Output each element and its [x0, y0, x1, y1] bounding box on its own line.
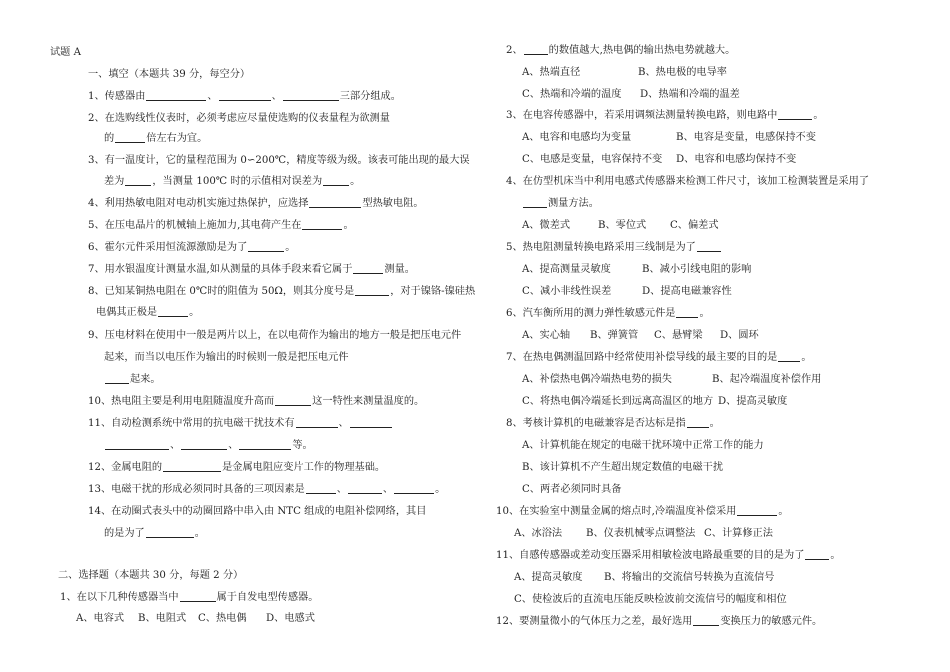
choice-question-6: 6、汽车衡所用的测力弹性敏感元件是 。 — [506, 308, 710, 319]
choice-option[interactable]: D、提高电磁兼容性 — [642, 286, 732, 297]
answer-blank[interactable] — [348, 483, 382, 494]
fill-question-10: 10、热电阻主要是利用电阻随温度升高而 这一特性来测量温度的。 — [88, 396, 425, 407]
fill-question-2: 2、在选购线性仪表时，必须考虑应尽量使选购的仪表量程为欲测量 — [88, 113, 390, 124]
choice-option[interactable]: C、偏差式 — [670, 220, 719, 231]
answer-blank[interactable] — [146, 90, 206, 101]
answer-blank[interactable] — [105, 439, 169, 450]
choice-question-11: 11、自感传感器或差动变压器采用相敏检波电路最重要的目的是为了 。 — [496, 550, 841, 561]
choice-option[interactable]: C、将热电偶冷端延长到远离高温区的地方 — [522, 396, 714, 407]
choice-option[interactable]: A、电容和电感均为变量 — [522, 132, 632, 143]
answer-blank[interactable] — [163, 461, 221, 472]
fill-question-5: 5、在压电晶片的机械轴上施加力,其电荷产生在 。 — [88, 220, 354, 231]
fill-question-9: 9、压电材料在使用中一般是两片以上，在以电荷作为输出的地方一般是把压电元件 — [88, 330, 462, 341]
answer-blank[interactable] — [697, 241, 721, 252]
answer-blank[interactable] — [737, 505, 777, 516]
choice-option[interactable]: D、电容和电感均保持不变 — [676, 154, 797, 165]
choice-question-7-options-a — [522, 373, 821, 386]
fill-question-14: 14、在动圈式表头中的动圈回路中串入由 NTC 组成的电阻补偿网络，其目 — [88, 506, 427, 517]
choice-question-4-options — [522, 219, 719, 232]
answer-blank[interactable] — [353, 263, 383, 274]
choice-option[interactable]: C、热电偶 — [198, 613, 247, 624]
choice-question-10-options — [514, 527, 773, 540]
fill-question-14-cont: 的是为了 。 — [104, 528, 205, 539]
answer-blank[interactable] — [248, 241, 284, 252]
choice-option[interactable]: A、微差式 — [522, 220, 571, 231]
choice-question-1: 1、在以下几种传感器当中 属于自发电型传感器。 — [60, 592, 319, 603]
fill-question-11: 11、自动检测系统中常用的抗电磁干扰技术有 、 — [88, 417, 393, 430]
choice-question-1-options — [76, 612, 315, 625]
choice-option[interactable]: D、电感式 — [266, 613, 315, 624]
choice-question-7: 7、在热电偶测温回路中经常使用补偿导线的最主要的目的是 。 — [506, 352, 812, 363]
choice-option[interactable]: A、计算机能在规定的电磁干扰环境中正常工作的能力 — [522, 440, 764, 451]
answer-blank[interactable] — [302, 219, 342, 230]
choice-question-3-options-b — [522, 153, 796, 166]
answer-blank[interactable] — [105, 373, 129, 384]
choice-option[interactable]: C、热端和冷端的温度 — [522, 89, 622, 100]
fill-question-8: 8、已知某铜热电阻在 0℃时的阻值为 50Ω，则其分度号是 ，对于镍铬-镍硅热 — [88, 286, 476, 297]
fill-question-9-cont: 起来，而当以电压作为输出的时候则一般是把压电元件 — [104, 352, 349, 363]
choice-option[interactable]: B、减小引线电阻的影响 — [642, 264, 752, 275]
answer-blank[interactable] — [676, 307, 698, 318]
choice-option[interactable]: B、仪表机械零点调整法 — [586, 528, 696, 539]
answer-blank[interactable] — [394, 483, 434, 494]
choice-option[interactable]: D、提高灵敏度 — [718, 396, 788, 407]
choice-question-4-cont: 测量方法。 — [522, 197, 599, 210]
answer-blank[interactable] — [296, 417, 338, 428]
choice-question-3: 3、在电容传感器中，若采用调频法测量转换电路，则电路中 。 — [506, 110, 824, 121]
choice-option[interactable]: B、零位式 — [598, 220, 647, 231]
choice-question-2-options-a — [522, 66, 727, 79]
choice-option[interactable]: B、起冷端温度补偿作用 — [712, 374, 822, 385]
choice-option[interactable]: C、减小非线性误差 — [522, 286, 612, 297]
choice-option[interactable]: B、热电极的电导率 — [638, 67, 727, 78]
choice-question-8: 8、考核计算机的电磁兼容是否达标是指 。 — [506, 418, 720, 429]
choice-question-4: 4、在仿型机床当中利用电感式传感器来检测工件尺寸，该加工检测装置是采用了 — [506, 176, 870, 187]
answer-blank[interactable] — [180, 591, 216, 602]
choice-option[interactable]: D、圆环 — [720, 330, 759, 341]
answer-blank[interactable] — [239, 439, 291, 450]
choice-option[interactable]: C、计算修正法 — [704, 528, 773, 539]
choice-question-3-options-a — [522, 131, 816, 144]
choice-option[interactable]: C、悬臂梁 — [654, 330, 703, 341]
answer-blank[interactable] — [687, 417, 709, 428]
fill-question-4: 4、利用热敏电阻对电动机实施过热保护，应选择 型热敏电阻。 — [88, 198, 424, 209]
answer-blank[interactable] — [693, 615, 719, 626]
choice-question-2-options-b — [522, 88, 740, 101]
answer-blank[interactable] — [778, 109, 812, 120]
answer-blank[interactable] — [306, 483, 336, 494]
choice-question-2: 2、 的数值越大,热电偶的输出热电势就越大。 — [506, 45, 736, 56]
choice-option[interactable]: A、热端直径 — [522, 67, 581, 78]
answer-blank[interactable] — [350, 417, 392, 428]
fill-question-3-cont: 差为 ，当测量 100℃ 时的示值相对误差为 。 — [104, 176, 361, 187]
choice-question-7-options-b — [522, 395, 787, 408]
answer-blank[interactable] — [283, 90, 339, 101]
answer-blank[interactable] — [146, 527, 194, 538]
answer-blank[interactable] — [309, 197, 361, 208]
choice-option[interactable]: C、使检波后的直流电压能反映检波前交流信号的幅度和相位 — [514, 594, 787, 605]
answer-blank[interactable] — [355, 285, 389, 296]
fill-question-11-cont: 、 、 等。 — [104, 439, 313, 452]
choice-option[interactable]: A、提高测量灵敏度 — [522, 264, 611, 275]
choice-option[interactable]: B、该计算机不产生超出规定数值的电磁干扰 — [522, 462, 724, 473]
fill-question-13: 13、电磁干扰的形成必须同时具备的三项因素是 、 、 。 — [88, 484, 446, 495]
answer-blank[interactable] — [181, 439, 227, 450]
choice-question-5: 5、热电阻测量转换电路采用三线制是为了 — [506, 241, 722, 254]
choice-option[interactable]: B、弹簧管 — [590, 330, 639, 341]
choice-option[interactable]: A、实心轴 — [522, 330, 571, 341]
choice-option[interactable]: A、冰浴法 — [514, 528, 563, 539]
choice-question-6-options — [522, 329, 759, 342]
choice-option[interactable]: A、电容式 — [76, 613, 125, 624]
answer-blank[interactable] — [805, 549, 829, 560]
answer-blank[interactable] — [778, 351, 800, 362]
choice-question-11-options-a — [514, 571, 775, 584]
answer-blank[interactable] — [158, 306, 188, 317]
answer-blank[interactable] — [323, 175, 349, 186]
exam-title: 试题 A — [50, 47, 81, 58]
fill-question-2-cont: 的 倍左右为宜。 — [104, 133, 208, 144]
choice-question-5-options-a — [522, 263, 751, 276]
fill-question-3: 3、有一温度计，它的量程范围为 0∽200℃，精度等级为级。该表可能出现的最大误 — [88, 155, 470, 166]
answer-blank[interactable] — [219, 90, 271, 101]
fill-question-1: 1、传感器由 、 、 三部分组成。 — [88, 91, 401, 102]
choice-option[interactable]: D、热端和冷端的温差 — [640, 89, 740, 100]
answer-blank[interactable] — [523, 197, 547, 208]
answer-blank[interactable] — [275, 395, 311, 406]
fill-question-9-cont2: 起来。 — [104, 373, 161, 386]
choice-option[interactable]: B、电容是变量，电感保持不变 — [676, 132, 816, 143]
choice-option[interactable]: B、将输出的交流信号转换为直流信号 — [604, 572, 775, 583]
choice-option[interactable]: A、提高灵敏度 — [514, 572, 583, 583]
answer-blank[interactable] — [125, 175, 151, 186]
choice-question-12: 12、要测量微小的气体压力之差，最好选用 变换压力的敏感元件。 — [496, 616, 823, 627]
choice-option[interactable]: C、两者必须同时具备 — [522, 484, 622, 495]
fill-question-7: 7、用水银温度计测量水温,如从测量的具体手段来看它属于 测量。 — [88, 264, 415, 275]
answer-blank[interactable] — [115, 132, 145, 143]
section1-heading: 一、填空（本题共 39 分，每空分） — [88, 69, 251, 80]
choice-question-5-options-b — [522, 285, 732, 298]
section2-heading: 二、选择题（本题共 30 分，每题 2 分） — [58, 570, 244, 581]
answer-blank[interactable] — [524, 44, 548, 55]
choice-question-10: 10、在实验室中测量金属的熔点时,冷端温度补偿采用 。 — [496, 506, 789, 517]
choice-option[interactable]: A、补偿热电偶冷端热电势的损失 — [522, 374, 672, 385]
fill-question-8-cont: 电偶其正极是 。 — [96, 307, 200, 318]
fill-question-12: 12、金属电阻的 是金属电阻应变片工作的物理基础。 — [88, 462, 386, 473]
choice-option[interactable]: C、电感是变量，电容保持不变 — [522, 154, 663, 165]
choice-option[interactable]: B、电阻式 — [138, 613, 187, 624]
fill-question-6: 6、霍尔元件采用恒流源激励是为了 。 — [88, 242, 296, 253]
